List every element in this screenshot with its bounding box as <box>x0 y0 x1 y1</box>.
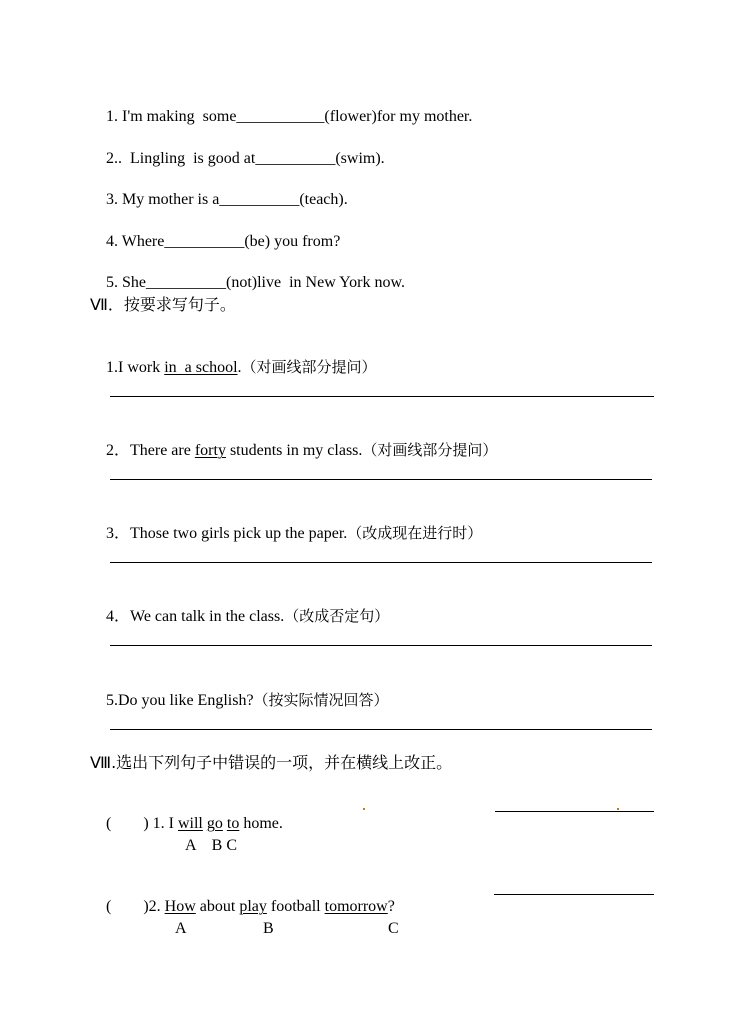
fill-item-4: 4. Where__________(be) you from? <box>106 233 341 250</box>
correction-line-1[interactable] <box>495 811 654 812</box>
answer-line-5[interactable] <box>110 729 652 730</box>
answer-line-2[interactable] <box>110 479 652 480</box>
fill-item-1: 1. I'm making some___________(flower)for my mother. <box>106 108 473 125</box>
option-a: A <box>175 920 187 937</box>
rewrite-item-5: 5.Do you like English?（按实际情况回答） <box>106 691 389 709</box>
rewrite-item-2: 2．There are forty students in my class.（对画线部分提问） <box>106 441 498 459</box>
answer-line-1[interactable] <box>110 396 654 397</box>
rewrite-item-4: 4．We can talk in the class.（改成否定句） <box>106 607 390 625</box>
fill-item-2: 2.. Lingling is good at__________(swim). <box>106 150 385 167</box>
answer-line-3[interactable] <box>110 562 652 563</box>
rewrite-item-3: 3．Those two girls pick up the paper.（改成现在进行时） <box>106 524 483 542</box>
stray-dot <box>363 808 365 810</box>
error-item-2: ( )2. How about play football tomorrow? <box>106 898 395 915</box>
rewrite-item-1: 1.I work in a school.（对画线部分提问） <box>106 358 377 376</box>
section-7-heading: Ⅶ．按要求写句子。 <box>90 295 236 314</box>
option-c: C <box>388 920 399 937</box>
option-b: B <box>263 920 274 937</box>
error-item-1: ( ) 1. I will go to home. <box>106 815 283 832</box>
options-row-1: A B C <box>185 837 238 854</box>
stray-dot <box>617 808 619 810</box>
section-8-heading: Ⅷ.选出下列句子中错误的一项，并在横线上改正。 <box>90 753 453 772</box>
fill-item-3: 3. My mother is a__________(teach). <box>106 191 348 208</box>
answer-line-4[interactable] <box>110 645 652 646</box>
fill-item-5: 5. She__________(not)live in New York now. <box>106 274 405 291</box>
correction-line-2[interactable] <box>494 894 654 895</box>
